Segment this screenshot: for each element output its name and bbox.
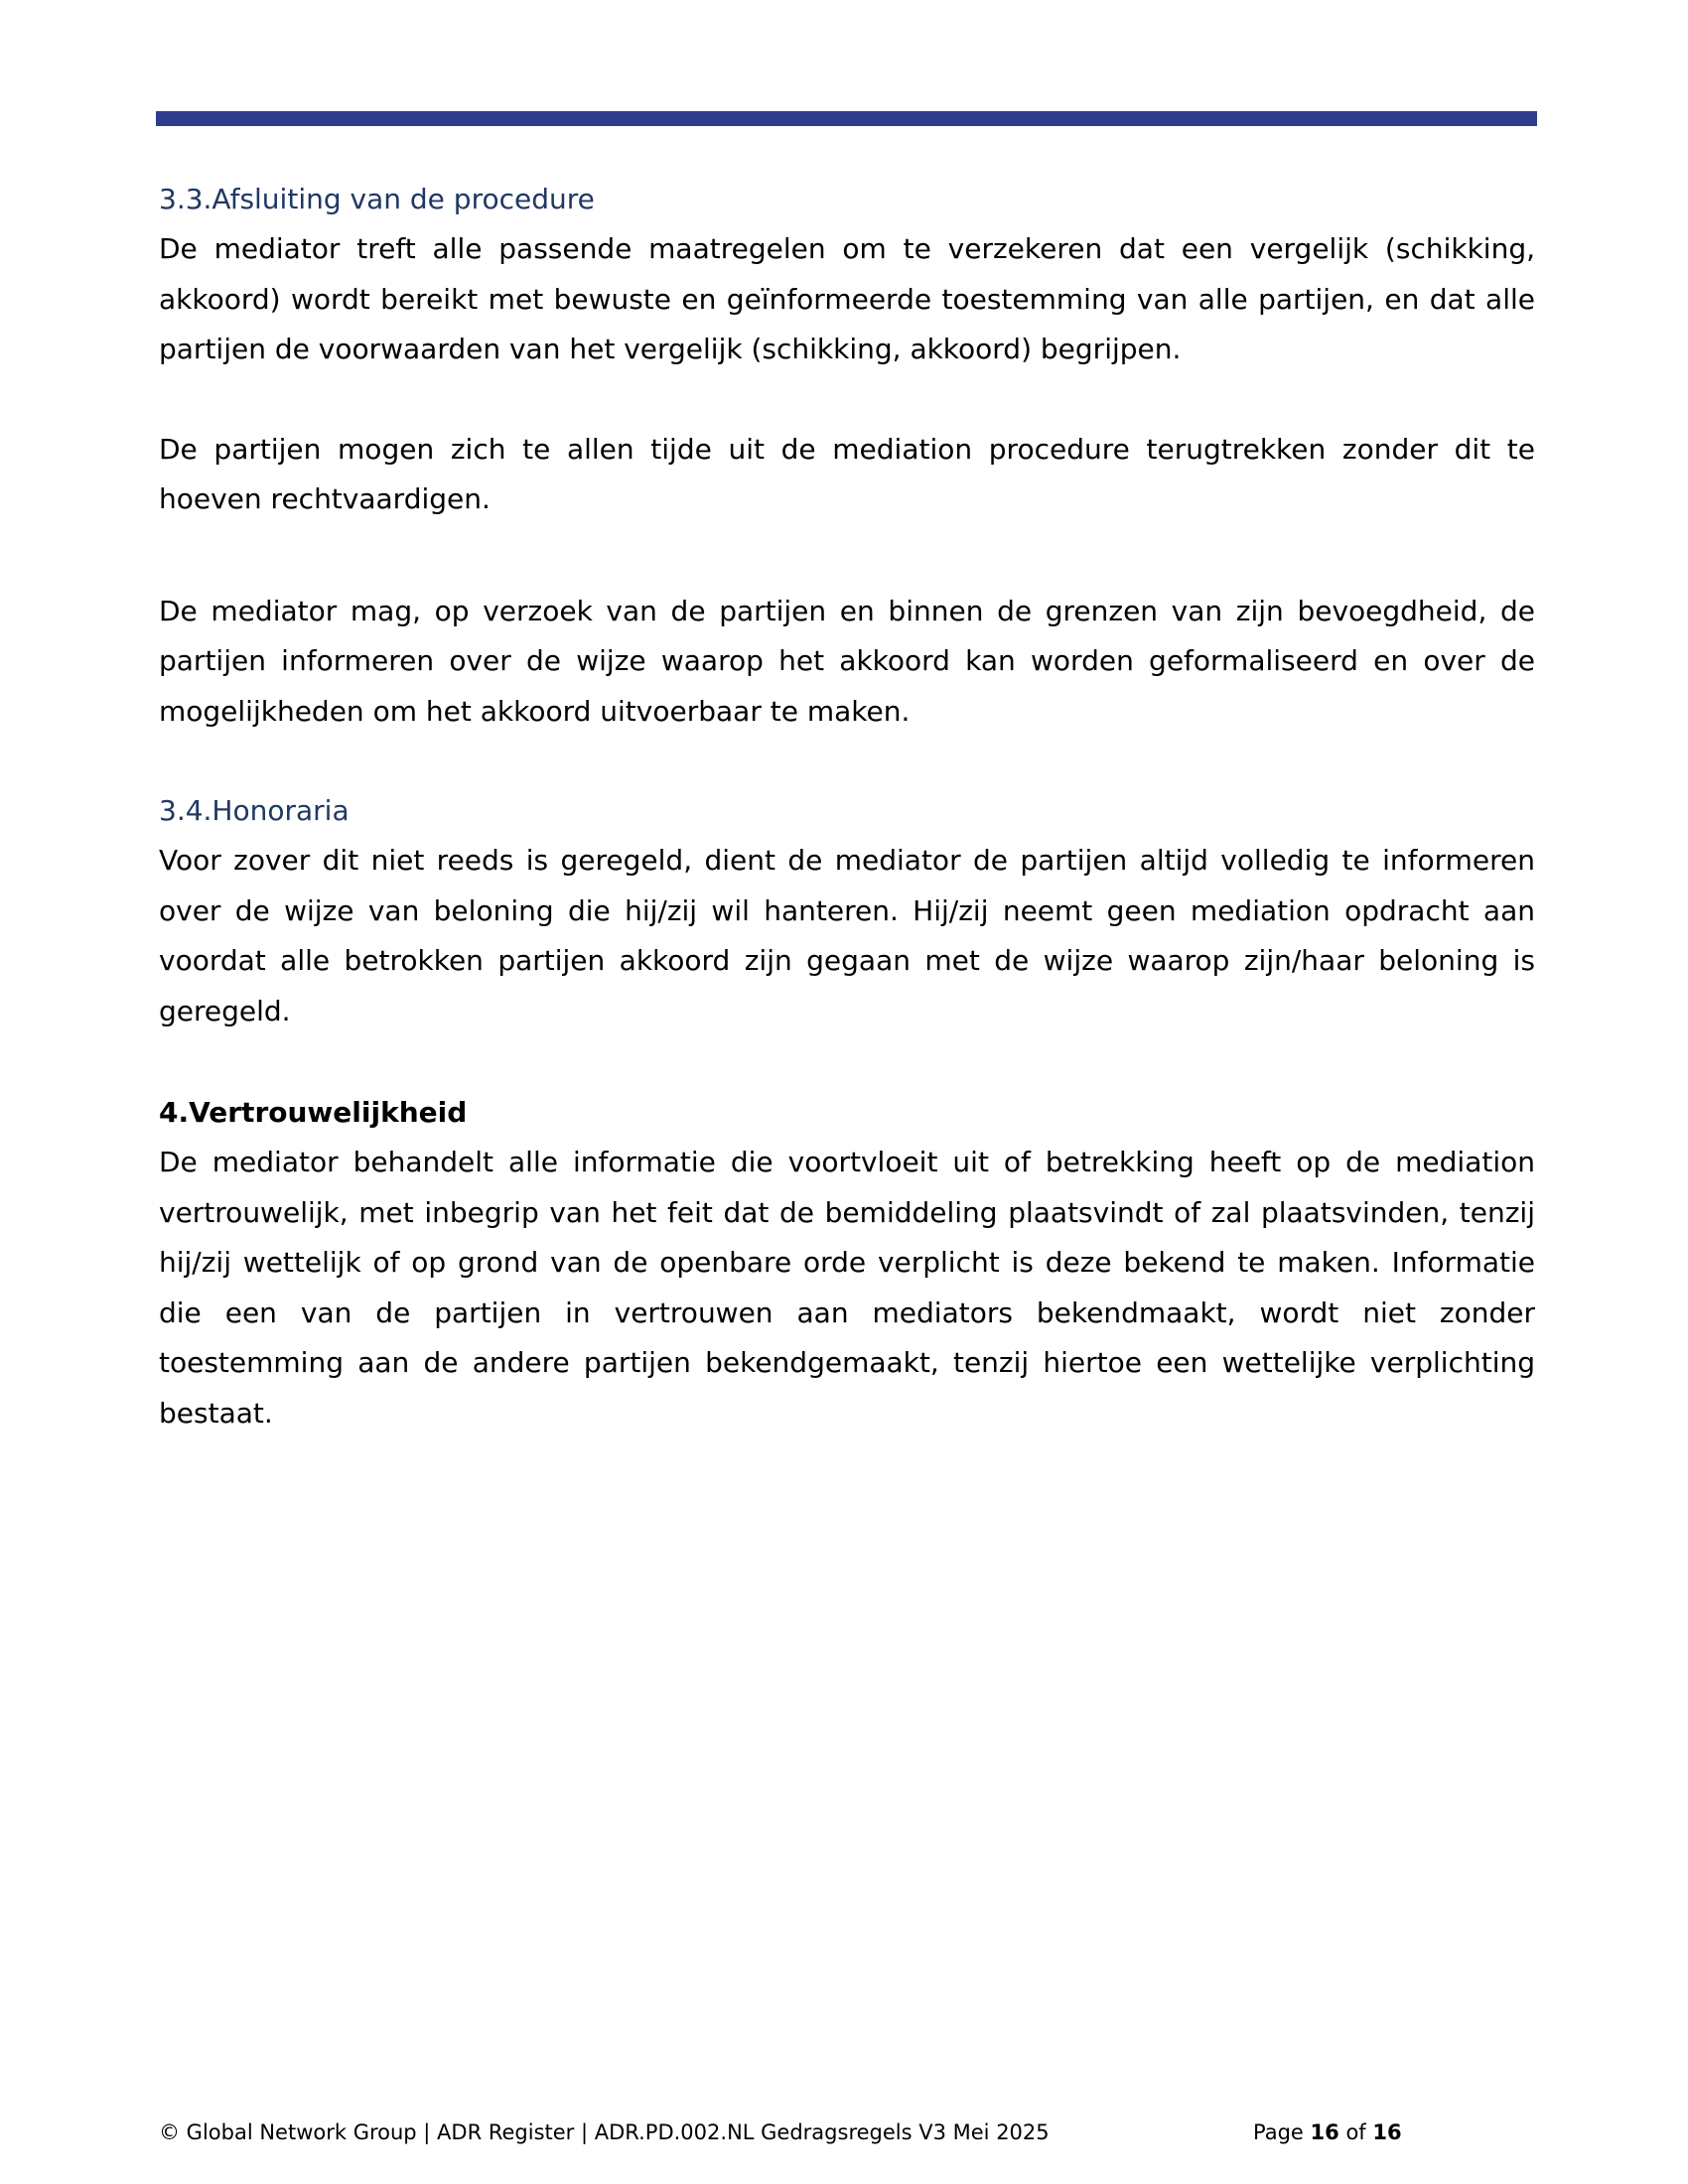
document-body [159,175,1535,1438]
footer-page-label: Page [1253,2120,1304,2144]
section-3-3-title: 3.3.Afsluiting van de procedure [159,183,595,215]
footer-of-label: of [1345,2120,1366,2144]
section-3-4-paragraph-1: Voor zover dit niet reeds is geregeld, dient de mediator de partijen altijd volledig te informeren over de wijze van beloning die hij/zij wil hanteren. Hij/zij neemt geen mediation opdracht aan voordat alle betrokken partijen akkoord zijn gegaan met de wijze waarop zijn/haar beloning is geregeld. [159,844,1535,1027]
footer-current-page: 16 [1310,2120,1339,2144]
section-3-3-paragraph-3: De mediator mag, op verzoek van de partijen en binnen de grenzen van zijn bevoegdheid, de partijen informeren over de wijze waarop het akkoord kan worden geformaliseerd en over de mogelijkheden om het akkoord uitvoerbaar te maken. [159,594,1535,728]
footer-document-info: © Global Network Group | ADR Register | ADR.PD.002.NL Gedragsregels V3 Mei 2025 [159,2120,1050,2144]
section-3-3-paragraph-2: De partijen mogen zich te allen tijde uit de mediation procedure terugtrekken zonder dit te hoeven rechtvaardigen. [159,432,1535,515]
footer-total-pages: 16 [1372,2120,1402,2144]
footer-page-number [1253,2117,1402,2147]
section-3-3-paragraph-1: De mediator treft alle passende maatregelen om te verzekeren dat een vergelijk (schikking, akkoord) wordt bereikt met bewuste en geïnformeerde toestemming van alle partijen, en dat alle partijen de voorwaarden van het vergelijk (schikking, akkoord) begrijpen. [159,232,1535,365]
header-rule [156,111,1537,126]
section-4-paragraph-1: De mediator behandelt alle informatie die voortvloeit uit of betrekking heeft op de mediation vertrouwelijk, met inbegrip van het feit dat de bemiddeling plaatsvindt of zal plaatsvinden, tenzij hij/zij wettelijk of op grond van de openbare orde verplicht is deze bekend te maken. Informatie die een van de partijen in vertrouwen aan mediators bekendmaakt, wordt niet zonder toestemming aan de andere partijen bekendgemaakt, tenzij hiertoe een wettelijke verplichting bestaat. [159,1146,1535,1430]
section-3-4-title: 3.4.Honoraria [159,794,350,827]
section-4-title: 4.Vertrouwelijkheid [159,1096,468,1129]
